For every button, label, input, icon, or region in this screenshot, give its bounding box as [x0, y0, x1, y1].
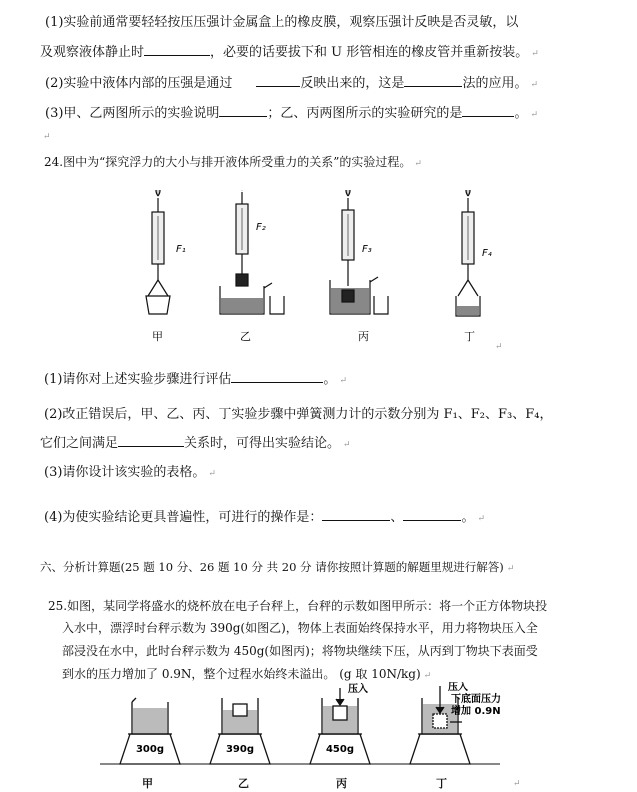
q23-part2-line — [45, 74, 538, 93]
q24-part1-line — [44, 370, 347, 389]
bottom-force-note: 下底面压力 — [451, 694, 501, 705]
q25-line1 — [48, 598, 547, 614]
scale-reading-bing: 450g — [325, 744, 355, 755]
return-mark: ↵ — [414, 159, 422, 169]
q24-part2-line1 — [44, 407, 552, 423]
q23-part3-text-pre: (3)甲、乙两图所示的实验说明 — [45, 106, 220, 121]
spring-scale-jia — [146, 190, 170, 314]
q24-part3-line — [44, 465, 216, 482]
force-label-f2: F₂ — [256, 222, 266, 233]
q25-line2 — [62, 620, 538, 636]
figure-return-2 — [510, 775, 521, 792]
q25-line3 — [62, 643, 538, 659]
q25-text-2: 入水中，漂浮时台秤示数为 390g(如图乙)，物体上表面始终保持水平，用力将物块压入全 — [62, 621, 538, 635]
return-mark: ↵ — [43, 132, 51, 142]
scale-label-ding: 丁 — [436, 777, 447, 790]
answer-blank[interactable] — [462, 104, 514, 117]
figure-label-ding: 丁 — [464, 330, 475, 343]
force-label-f4: F₄ — [482, 248, 492, 259]
q24-part4-text-post: 。 — [461, 510, 475, 525]
q24-part2-text-b-pre: 它们之间满足 — [40, 436, 119, 451]
return-mark: ↵ — [530, 80, 538, 90]
figure-label-yi: 乙 — [240, 330, 251, 343]
spring-scale-yi — [220, 190, 284, 314]
q23-part1-text-a: (1)实验前通常要轻轻按压压强计金属盒上的橡皮膜，观察压强计反映是否灵敏，以 — [45, 15, 519, 30]
return-mark: ↵ — [531, 49, 539, 59]
q25-text-3: 部浸没在水中，此时台秤示数为 450g(如图丙)；将物块继续下压，从丙到丁物块下表面受 — [62, 644, 538, 658]
answer-blank[interactable] — [118, 434, 184, 447]
answer-blank[interactable] — [322, 508, 390, 521]
figure-label-bing: 丙 — [358, 330, 369, 343]
electronic-scale-figure — [100, 682, 520, 770]
q24-part4-text-pre: (4)为使实验结论更具普遍性，可进行的操作是： — [44, 510, 323, 525]
section-6-heading — [40, 559, 514, 577]
answer-blank[interactable] — [219, 104, 267, 117]
empty-line — [40, 128, 51, 145]
q23-part2-text-post: 法的应用。 — [462, 76, 528, 91]
q23-part1-text-b-post: ，必要的话要拔下和 U 形管相连的橡皮管并重新按装。 — [210, 45, 529, 60]
answer-blank[interactable] — [231, 370, 323, 383]
q23-part3-text-post: 。 — [514, 106, 528, 121]
scale-label-bing: 丙 — [336, 777, 347, 790]
buoyancy-experiment-figure — [130, 190, 510, 350]
q23-part3-text-mid: ；乙、丙两图所示的实验研究的是 — [267, 106, 463, 121]
return-mark: ↵ — [530, 110, 538, 120]
scale-label-jia: 甲 — [142, 777, 153, 790]
section-6-text: 六、分析计算题(25 题 10 分、26 题 10 分 共 20 分 请你按照计算题的解题里规进行解答) — [40, 560, 504, 574]
scale-reading-yi: 390g — [225, 744, 255, 755]
return-mark: ↵ — [477, 514, 485, 524]
q23-part1-line2 — [40, 43, 539, 62]
q23-part1-line1 — [45, 15, 518, 31]
q23-part3-line — [45, 104, 538, 123]
q23-part1-text-b-pre: 及观察液体静止时 — [40, 45, 145, 60]
bottom-force-increase: 增加 0.9N — [451, 706, 501, 717]
scale-label-yi: 乙 — [238, 777, 249, 790]
q25-text-4: 到水的压力增加了 0.9N，整个过程水始终未溢出。 (g 取 10N/kg) — [62, 667, 421, 681]
q24-part1-text-pre: (1)请你对上述实验步骤进行评估 — [44, 372, 232, 387]
return-mark: ↵ — [506, 564, 515, 574]
press-in-label-ding: 压入 — [448, 682, 468, 693]
spring-scale-ding — [456, 190, 480, 316]
return-mark: ↵ — [339, 376, 347, 386]
spring-scale-bing — [330, 190, 388, 314]
q24-title-text: 24.图中为“探究浮力的大小与排开液体所受重力的关系”的实验过程。 — [44, 155, 412, 169]
return-mark: ↵ — [495, 342, 503, 352]
scale-reading-jia: 300g — [135, 744, 165, 755]
q24-part4-text-mid: 、 — [390, 510, 404, 525]
q24-part2-text-a: (2)改正错误后，甲、乙、丙、丁实验步骤中弹簧测力计的示数分别为 F₁、F₂、F₃、F₄， — [44, 407, 553, 422]
q24-part3-text: (3)请你设计该实验的表格。 — [44, 465, 206, 480]
return-mark: ↵ — [513, 779, 521, 789]
return-mark: ↵ — [423, 671, 432, 681]
q24-part2-text-b-post: 关系时，可得出实验结论。 — [184, 436, 341, 451]
answer-blank[interactable] — [144, 43, 210, 56]
answer-blank[interactable] — [404, 74, 462, 87]
answer-blank[interactable] — [403, 508, 461, 521]
answer-blank[interactable] — [256, 74, 300, 87]
press-in-label-bing: 压入 — [348, 684, 368, 695]
q23-part2-text-pre: (2)实验中液体内部的压强是通过 — [45, 76, 233, 91]
force-label-f1: F₁ — [176, 244, 186, 255]
force-label-f3: F₃ — [362, 244, 372, 255]
q24-part2-line2 — [40, 434, 351, 453]
return-mark: ↵ — [343, 440, 351, 450]
figure-label-jia: 甲 — [152, 330, 163, 343]
q24-part4-line — [44, 508, 485, 527]
q25-text-1: 25.如图，某同学将盛水的烧杯放在电子台秤上，台秤的示数如图甲所示：将一个正方体物块投 — [48, 599, 548, 613]
q23-part2-text-mid: 反映出来的，这是 — [300, 76, 405, 91]
figure-return — [492, 338, 503, 355]
q24-title — [44, 154, 422, 172]
q24-part1-text-post: 。 — [323, 372, 337, 387]
return-mark: ↵ — [208, 469, 216, 479]
